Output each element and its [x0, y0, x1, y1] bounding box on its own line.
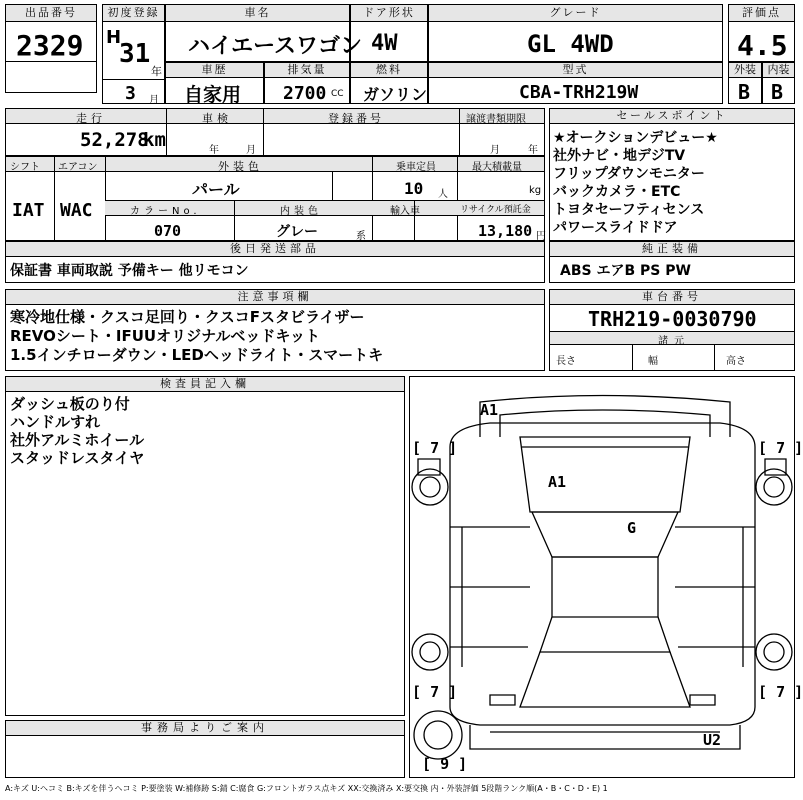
chassis-section: [549, 289, 795, 371]
note-line: 1.5インチローダウン・LEDヘッドライト・スマートキ: [10, 346, 384, 364]
max-load-header: 最大積載量: [472, 162, 522, 173]
sales-point-header: セールスポイント: [550, 109, 794, 124]
windshield: [532, 512, 678, 557]
history: 自家用: [184, 84, 242, 106]
rear-bumper: [470, 725, 740, 749]
vehicle-diagram-drawing: [410, 377, 794, 777]
grade-cell: [428, 4, 723, 62]
month-unit: 月: [149, 95, 159, 106]
transfer-month-unit: 月: [490, 145, 500, 156]
sales-point-list: [553, 129, 718, 237]
mark-tire-fr: [ 7 ]: [758, 439, 803, 457]
interior-grade: B: [771, 80, 784, 104]
mileage-header: 走行: [76, 112, 106, 125]
chassis-number: TRH219-0030790: [588, 307, 757, 331]
inspection-month-unit: 月: [246, 145, 256, 156]
exterior-grade: B: [738, 80, 751, 104]
tire-rear-left: [412, 634, 448, 670]
fuel-cell: [350, 62, 428, 104]
lot-number: 2329: [16, 29, 84, 62]
mark-tire-rr: [ 7 ]: [758, 683, 803, 701]
specs-header: 諸元: [658, 336, 690, 347]
exterior-grade-cell: [728, 62, 762, 104]
import-header: 輸入車: [390, 206, 420, 217]
roof: [552, 557, 658, 617]
person-unit: 人: [438, 189, 448, 200]
first-registration-header: 初度登録: [103, 5, 164, 22]
car-name: ハイエースワゴン: [188, 34, 363, 59]
cc-unit: CC: [331, 89, 344, 99]
displacement-cell: [264, 62, 350, 104]
front-body: [450, 423, 755, 447]
after-parts-section: [5, 241, 545, 283]
capacity-header: 乗車定員: [396, 162, 436, 173]
mark-windshield: G: [627, 519, 637, 537]
inspector-line: 社外アルミホイール: [10, 431, 145, 449]
first-registration-year: 31: [119, 39, 151, 69]
inspector-section: [5, 376, 405, 716]
std-equip: ABS エアB PS PW: [560, 263, 691, 279]
mileage: 52,278: [80, 129, 149, 151]
registration-header: 登録番号: [328, 112, 384, 125]
damage-diagram: [409, 376, 803, 778]
score-cell: [728, 4, 795, 62]
sales-point-item: バックカメラ・ETC: [553, 184, 681, 200]
sales-point-item: 社外ナビ・地デジTV: [553, 148, 686, 164]
inspection-year-unit: 年: [209, 145, 219, 156]
mark-tire-rl: [ 7 ]: [412, 683, 458, 701]
car-name-header: 車名: [166, 5, 349, 22]
length-label: 長さ: [556, 356, 576, 367]
interior-grade-header: 内装: [763, 63, 794, 78]
width-label: 幅: [648, 356, 658, 367]
mark-spare: [ 9 ]: [422, 755, 468, 773]
door-type: 4W: [371, 31, 398, 56]
model-cell: [428, 62, 723, 104]
notes-section: [5, 289, 545, 371]
score: 4.5: [737, 29, 788, 62]
std-equip-header: 純正装備: [550, 242, 794, 257]
inspector-list: [10, 395, 144, 467]
yen-unit: 円: [536, 231, 546, 242]
chassis-header: 車台番号: [550, 290, 794, 305]
sales-point-section: [549, 108, 795, 241]
kei-unit: 系: [356, 231, 366, 242]
transfer-day-unit: 年: [528, 145, 538, 156]
hood: [520, 437, 690, 512]
office-header: 事務局よりご案内: [6, 721, 404, 736]
interior-grade-cell: [762, 62, 795, 104]
transfer-doc-header: 譲渡書類期限: [466, 114, 526, 125]
first-registration-cell: [102, 4, 165, 104]
inspector-line: ハンドルすれ: [10, 413, 101, 431]
fuel-header: 燃料: [351, 63, 427, 78]
notes-list: [10, 308, 383, 365]
tire-rear-right: [756, 634, 792, 670]
int-color-header: 内装色: [280, 206, 322, 217]
spec-section: [5, 156, 545, 241]
fuel: ガソリン: [363, 85, 428, 104]
year-unit: 年: [151, 65, 162, 78]
std-equip-section: [549, 241, 795, 283]
ac-header: エアコン: [58, 162, 98, 173]
capacity: 10: [404, 179, 424, 198]
after-parts: 保証書 車両取説 予備キー 他リモコン: [10, 263, 249, 279]
inspector-line: スタッドレスタイヤ: [10, 449, 145, 467]
legend: A:キズ U:ヘコミ B:キズを伴うヘコミ P:要塗装 W:補修跡 S:錆 C:腐食 G:フロントガラス点キズ XX:交換済み X:要交換 内・外装評価 5段階ランク順(A・B・C・D・E) 1: [5, 784, 608, 793]
mileage-section: [5, 108, 545, 156]
office-section: [5, 720, 405, 778]
sales-point-item: ★オークションデビュー★: [553, 130, 718, 146]
mark-tire-fl: [ 7 ]: [412, 439, 458, 457]
first-registration-month: 3: [125, 83, 136, 104]
lot-number-header: 出品番号: [6, 5, 96, 22]
kg-unit: kg: [529, 185, 542, 196]
door-header: ドア形状: [351, 5, 427, 22]
mark-hood: A1: [548, 473, 567, 491]
model-header: 型式: [429, 63, 722, 78]
after-parts-header: 後日発送部品: [6, 242, 544, 257]
inspector-line: ダッシュ板のり付: [10, 395, 130, 413]
recycle-header: リサイクル預託金: [460, 205, 531, 215]
mark-rear-bumper: U2: [703, 731, 722, 749]
color-no-header: カラーNo.: [130, 206, 201, 217]
score-header: 評価点: [729, 5, 794, 22]
car-name-cell: [165, 4, 363, 62]
interior-color: グレー: [276, 224, 318, 240]
spare-tire: [414, 711, 462, 759]
mirror-left: [418, 459, 440, 475]
color-no: 070: [154, 222, 182, 240]
note-line: 寒冷地仕様・クスコ足回り・クスコFスタビライザー: [10, 308, 365, 326]
lot-number-cell: [5, 4, 97, 93]
shift-header: シフト: [10, 162, 40, 173]
recycle-fee: 13,180: [478, 222, 533, 240]
notes-header: 注意事項欄: [6, 290, 544, 305]
color-header: 外装色: [218, 160, 263, 173]
mirror-right: [765, 459, 786, 475]
door-cell: [350, 4, 428, 62]
ac: WAC: [60, 200, 93, 221]
history-header: 車歴: [166, 63, 263, 78]
inspection-header: 車検: [202, 112, 232, 125]
history-cell: [165, 62, 264, 104]
displacement-header: 排気量: [265, 63, 349, 78]
rear-hatch: [520, 652, 690, 707]
exterior-grade-header: 外装: [729, 63, 761, 78]
era-letter: H: [106, 27, 122, 48]
displacement: 2700: [283, 83, 327, 104]
sales-point-item: トヨタセーフティセンス: [553, 202, 705, 218]
grade-header: グレード: [429, 5, 722, 22]
color: パール: [192, 180, 240, 199]
model-code: CBA-TRH219W: [519, 82, 639, 103]
note-line: REVOシート・IFUUオリジナルベッドキット: [10, 327, 321, 345]
sales-point-item: パワースライドドア: [553, 220, 678, 236]
front-bumper: [480, 396, 730, 438]
inspector-header: 検査員記入欄: [6, 377, 404, 392]
grade: GL 4WD: [527, 30, 614, 58]
height-label: 高さ: [726, 356, 746, 367]
shift: IAT: [12, 200, 45, 221]
mileage-unit: km: [143, 129, 166, 151]
sales-point-item: フリップダウンモニター: [553, 166, 705, 182]
mark-front-bumper: A1: [480, 401, 499, 419]
